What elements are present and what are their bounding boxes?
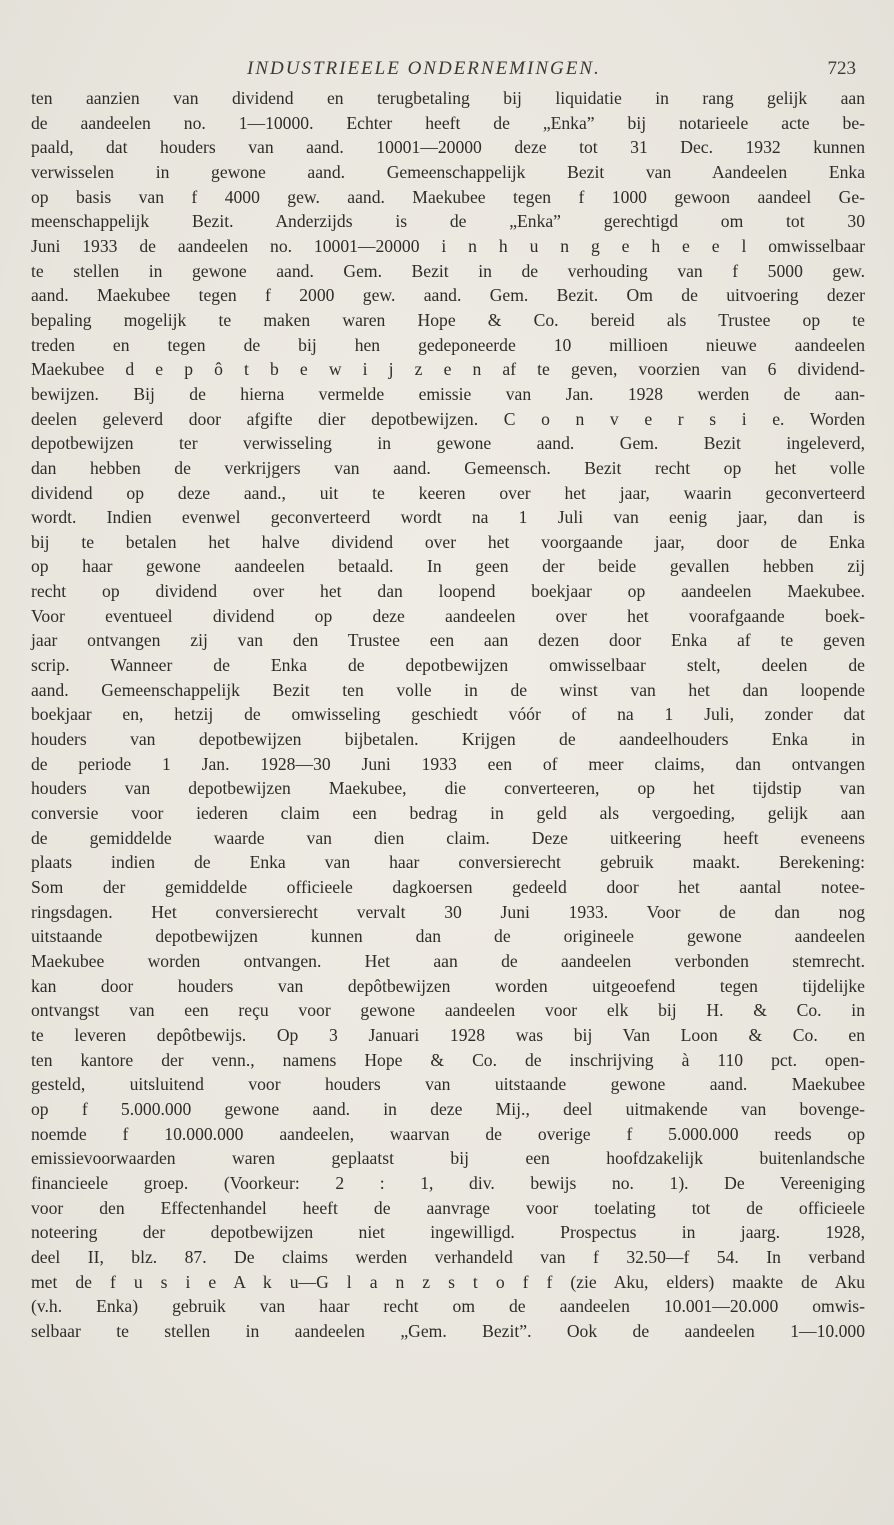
text-line: voor den Effectenhandel heeft de aanvrage voor toelating tot de officieele (31, 1197, 865, 1218)
running-head: INDUSTRIEELE ONDERNEMINGEN. (247, 58, 601, 79)
text-line: emissievoorwaarden waren geplaatst bij een hoofdzakelijk buitenlandsche (31, 1148, 865, 1169)
text-line: conversie voor iederen claim een bedrag in geld als vergoeding, gelijk aan (31, 803, 865, 824)
text-line: meenschappelijk Bezit. Anderzijds is de „Enka” gerechtigd om tot 30 (31, 211, 865, 232)
text-line: bij te betalen het halve dividend over het voorgaande jaar, door de Enka (31, 531, 865, 552)
text-line: (v.h. Enka) gebruik van haar recht om de aandeelen 10.001—20.000 omwis- (31, 1296, 865, 1317)
text-line: deel II, blz. 87. De claims werden verhandeld van f 32.50—f 54. In verband (31, 1246, 865, 1267)
text-line: kan door houders van depôtbewijzen worden uitgeoefend tegen tijdelijke (31, 975, 865, 996)
text-line: houders van depotbewijzen bijbetalen. Krijgen de aandeelhouders Enka in (31, 729, 865, 750)
text-line: plaats indien de Enka van haar conversierecht gebruik maakt. Berekening: (31, 852, 865, 873)
text-line: bepaling mogelijk te maken waren Hope & Co. bereid als Trustee op te (31, 309, 865, 330)
text-line: op basis van f 4000 gew. aand. Maekubee tegen f 1000 gewoon aandeel Ge- (31, 186, 865, 207)
text-line: te stellen in gewone aand. Gem. Bezit in de verhouding van f 5000 gew. (31, 260, 865, 281)
page-header (32, 58, 862, 86)
text-line: wordt. Indien evenwel geconverteerd wordt na 1 Juli van eenig jaar, dan is (31, 507, 865, 528)
text-line: Juni 1933 de aandeelen no. 10001—20000 i n h u n g e h e e l omwisselbaar (31, 235, 865, 256)
text-line: verwisselen in gewone aand. Gemeenschappelijk Bezit van Aandeelen Enka (31, 161, 865, 182)
text-line: aand. Gemeenschappelijk Bezit ten volle in de winst van het dan loopende (31, 679, 865, 700)
text-line: boekjaar en, hetzij de omwisseling geschiedt vóór of na 1 Juli, zonder dat (31, 704, 865, 725)
text-line: depotbewijzen ter verwisseling in gewone aand. Gem. Bezit ingeleverd, (31, 433, 865, 454)
text-line: ontvangst van een reçu voor gewone aandeelen voor elk bij H. & Co. in (31, 1000, 865, 1021)
body-text (31, 86, 865, 1343)
text-line: Maekubee worden ontvangen. Het aan de aandeelen verbonden stemrecht. (31, 950, 865, 971)
text-line: noteering der depotbewijzen niet ingewilligd. Prospectus in jaarg. 1928, (31, 1222, 865, 1243)
text-line: jaar ontvangen zij van den Trustee een aan dezen door Enka af te geven (31, 630, 865, 651)
text-line: deelen geleverd door afgifte dier depotbewijzen. C o n v e r s i e. Worden (31, 408, 865, 429)
text-line: financieele groep. (Voorkeur: 2 : 1, div. bewijs no. 1). De Vereeniging (31, 1172, 865, 1193)
text-line: dan hebben de verkrijgers van aand. Gemeensch. Bezit recht op het volle (31, 457, 865, 478)
text-line: bewijzen. Bij de hierna vermelde emissie van Jan. 1928 werden de aan- (31, 383, 865, 404)
text-line: de gemiddelde waarde van dien claim. Deze uitkeering heeft eveneens (31, 827, 865, 848)
text-line: dividend op deze aand., uit te keeren over het jaar, waarin geconverteerd (31, 482, 865, 503)
text-line: met de f u s i e A k u—G l a n z s t o f f (zie Aku, elders) maakte de Aku (31, 1271, 865, 1292)
text-line: selbaar te stellen in aandeelen „Gem. Bezit”. Ook de aandeelen 1—10.000 (31, 1320, 865, 1341)
text-line: ringsdagen. Het conversierecht vervalt 30 Juni 1933. Voor de dan nog (31, 901, 865, 922)
text-line: scrip. Wanneer de Enka de depotbewijzen omwisselbaar stelt, deelen de (31, 655, 865, 676)
page-number: 723 (827, 58, 856, 79)
text-line: ten kantore der venn., namens Hope & Co. de inschrijving à 110 pct. open- (31, 1049, 865, 1070)
text-line: uitstaande depotbewijzen kunnen dan de origineele gewone aandeelen (31, 926, 865, 947)
text-line: treden en tegen de bij hen gedeponeerde 10 millioen nieuwe aandeelen (31, 334, 865, 355)
text-line: de aandeelen no. 1—10000. Echter heeft de „Enka” bij notarieele acte be- (31, 112, 865, 133)
text-line: houders van depotbewijzen Maekubee, die converteeren, op het tijdstip van (31, 778, 865, 799)
text-line: noemde f 10.000.000 aandeelen, waarvan de overige f 5.000.000 reeds op (31, 1123, 865, 1144)
text-line: op f 5.000.000 gewone aand. in deze Mij., deel uitmakende van bovenge- (31, 1098, 865, 1119)
text-line: Voor eventueel dividend op deze aandeelen over het voorafgaande boek- (31, 605, 865, 626)
text-line: Maekubee d e p ô t b e w i j z e n af te geven, voorzien van 6 dividend- (31, 359, 865, 380)
text-line: recht op dividend over het dan loopend boekjaar op aandeelen Maekubee. (31, 581, 865, 602)
text-line: paald, dat houders van aand. 10001—20000 deze tot 31 Dec. 1932 kunnen (31, 137, 865, 158)
text-line: op haar gewone aandeelen betaald. In geen der beide gevallen hebben zij (31, 556, 865, 577)
text-line: te leveren depôtbewijs. Op 3 Januari 1928 was bij Van Loon & Co. en (31, 1024, 865, 1045)
text-line: aand. Maekubee tegen f 2000 gew. aand. Gem. Bezit. Om de uitvoering dezer (31, 285, 865, 306)
text-line: de periode 1 Jan. 1928—30 Juni 1933 een of meer claims, dan ontvangen (31, 753, 865, 774)
text-line: gesteld, uitsluitend voor houders van uitstaande gewone aand. Maekubee (31, 1074, 865, 1095)
text-line: Som der gemiddelde officieele dagkoersen gedeeld door het aantal notee- (31, 877, 865, 897)
text-line: ten aanzien van dividend en terugbetaling bij liquidatie in rang gelijk aan (31, 88, 865, 108)
